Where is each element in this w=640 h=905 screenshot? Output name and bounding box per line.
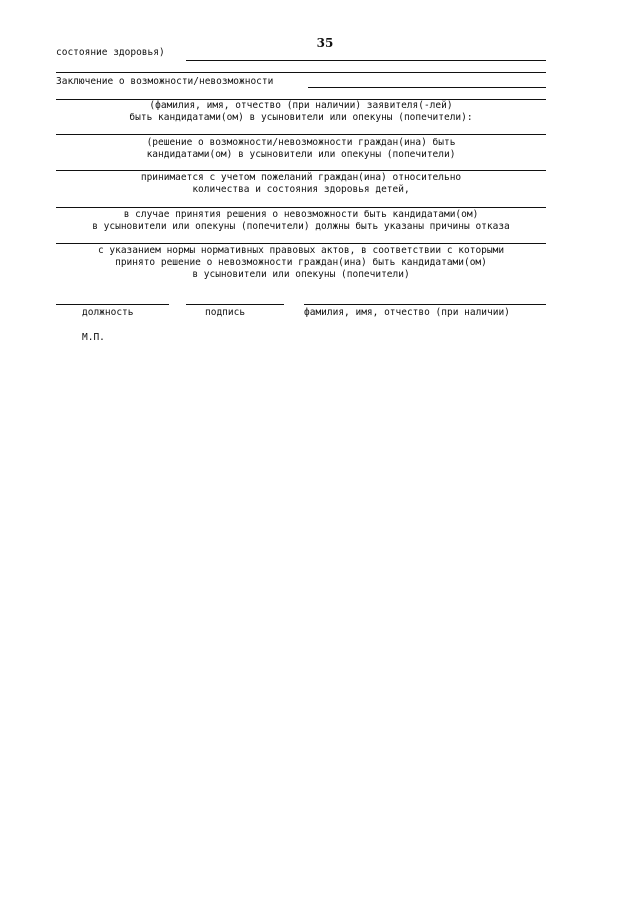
- health-label: состояние здоровья): [56, 47, 165, 58]
- stamp-mark: М.П.: [82, 332, 105, 343]
- fill-line: [56, 134, 546, 135]
- fill-line: [56, 72, 546, 73]
- norms-line-1: с указанием нормы нормативных правовых актов, в соответствии с которыми: [97, 245, 505, 256]
- fill-line: [56, 243, 546, 244]
- wishes-line-1: принимается с учетом пожеланий граждан(ина) относительно: [140, 172, 462, 183]
- fill-line: [186, 60, 546, 61]
- norms-line-2: принято решение о невозможности граждан(ина) быть кандидатами(ом): [115, 257, 487, 268]
- applicant-caption-2: быть кандидатами(ом) в усыновители или опекуны (попечители):: [129, 112, 473, 123]
- decision-caption-2: кандидатами(ом) в усыновители или опекуны (попечители): [146, 149, 456, 160]
- page-number: 35: [316, 36, 334, 50]
- name-label: фамилия, имя, отчество (при наличии): [304, 307, 510, 318]
- position-line: [56, 304, 169, 305]
- fill-line: [56, 207, 546, 208]
- refusal-line-2: в усыновители или опекуны (попечители) должны быть указаны причины отказа: [92, 221, 510, 232]
- wishes-line-2: количества и состояния здоровья детей,: [192, 184, 410, 195]
- position-label: должность: [82, 307, 134, 318]
- fill-line: [56, 170, 546, 171]
- name-line: [304, 304, 546, 305]
- signature-label: подпись: [205, 307, 246, 318]
- conclusion-label: Заключение о возможности/невозможности: [56, 76, 274, 87]
- signature-line: [186, 304, 284, 305]
- applicant-caption-1: (фамилия, имя, отчество (при наличии) заявителя(-лей): [149, 100, 453, 111]
- norms-line-3: в усыновители или опекуны (попечители): [192, 269, 410, 280]
- decision-caption-1: (решение о возможности/невозможности граждан(ина) быть: [146, 137, 456, 148]
- fill-line: [308, 87, 546, 88]
- refusal-line-1: в случае принятия решения о невозможности быть кандидатами(ом): [123, 209, 479, 220]
